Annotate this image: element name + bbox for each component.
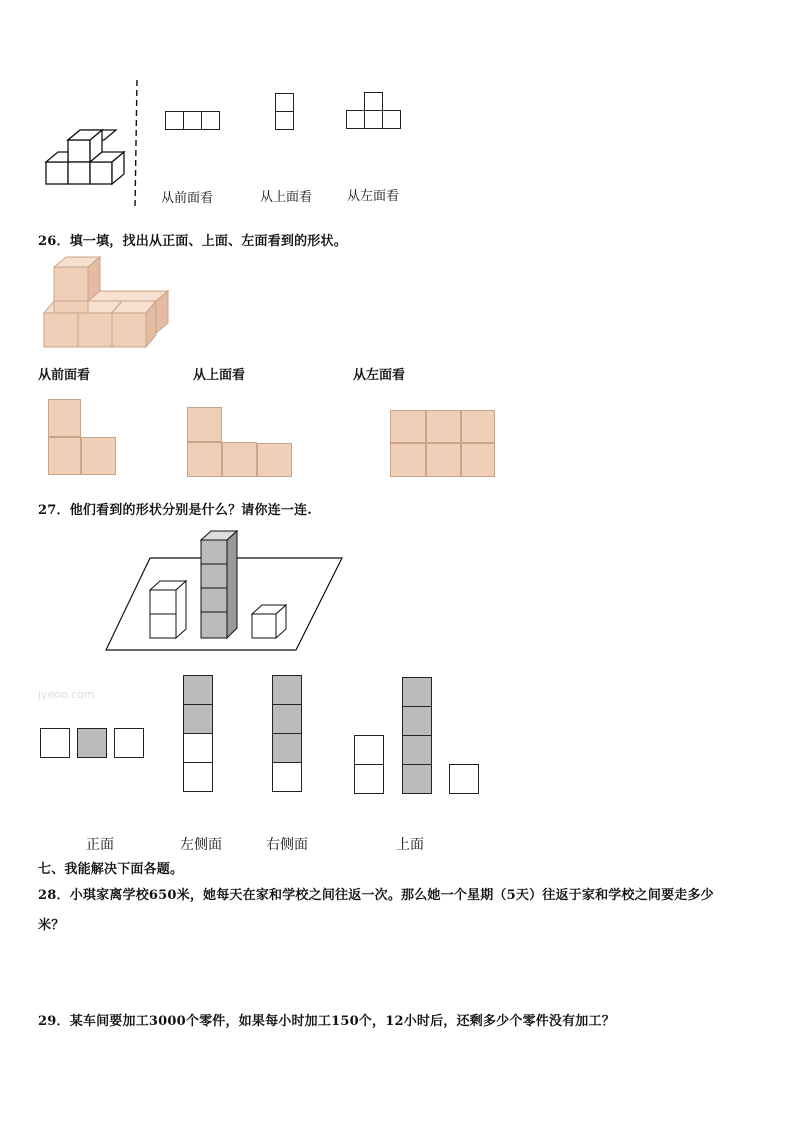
q27-watermark: jyeoo.com (38, 688, 95, 701)
q27-title: 27．他们看到的形状分别是什么？请你连一连. (38, 503, 313, 518)
q26-cube-figure (42, 257, 182, 349)
q25-label-front: 从前面看 (161, 191, 214, 206)
q25-divider (134, 80, 140, 210)
q26-label-top: 从上面看 (193, 368, 246, 383)
q25-label-top: 从上面看 (260, 190, 313, 205)
q29-text: 29．某车间要加工3000个零件，如果每小时加工150个，12小时后，还剩多少个零件没有加工？ (38, 1014, 615, 1029)
q28-line2: 米？ (38, 918, 65, 933)
q25-label-left: 从左面看 (347, 189, 400, 204)
section7-title: 七、我能解决下面各题。 (38, 862, 184, 877)
q27-label-left: 左侧面 (180, 837, 222, 853)
q26-label-front: 从前面看 (38, 368, 91, 383)
q26-label-left: 从左面看 (353, 368, 406, 383)
q26-title: 26．填一填，找出从正面、上面、左面看到的形状。 (38, 234, 347, 249)
q25-cube-figure (44, 128, 134, 198)
q27-label-front: 正面 (86, 837, 114, 853)
q27-scene (104, 530, 364, 660)
q27-label-right: 右侧面 (266, 837, 308, 853)
q28-line1: 28．小琪家离学校650米，她每天在家和学校之间往返一次。那么她一个星期（5天）往返于家和学校之间要走多少 (38, 888, 714, 903)
q27-label-top: 上面 (396, 837, 424, 853)
